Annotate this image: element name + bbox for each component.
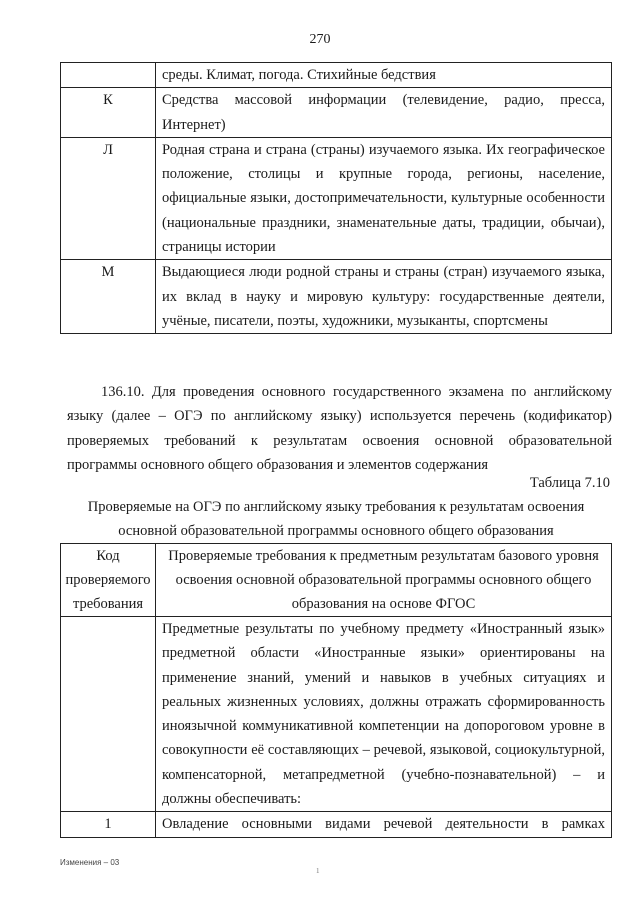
row-code: М — [61, 260, 156, 334]
header-text: Проверяемые требования к предметным результатам базового уровня освоения основной образовательной программы основного общего образования на основе ФГОС — [156, 544, 612, 617]
table-header-row — [61, 544, 612, 617]
row-text: Овладение основными видами речевой деятельности в рамках — [156, 812, 612, 837]
row-code: 1 — [61, 812, 156, 837]
header-code: Код проверяемого требования — [61, 544, 156, 617]
row-code — [61, 617, 156, 812]
table-row — [61, 63, 612, 88]
row-text: Выдающиеся люди родной страны и страны (стран) изучаемого языка, их вклад в науку и мировую культуру: государственные деятели, учёные, писатели, поэты, художники, музыканты, спортсмены — [156, 260, 612, 334]
row-code: Л — [61, 137, 156, 259]
table-row — [61, 137, 612, 259]
row-code: К — [61, 88, 156, 138]
footer-mark: 1 — [316, 867, 320, 875]
footer-revision: Изменения – 03 — [60, 858, 120, 867]
table-row — [61, 260, 612, 334]
body-paragraph: 136.10. Для проведения основного государственного экзамена по английскому языку (далее – ОГЭ по английскому языку) используется перечень (кодификатор) проверяемых требований к результатам освоения основной образовательной программы основного общего образования и элементов содержания — [67, 384, 612, 473]
table-caption: Проверяемые на ОГЭ по английскому языку требования к результатам освоения основной образовательной программы основного общего образования — [87, 499, 585, 540]
page-number: 270 — [309, 32, 331, 47]
row-text: Родная страна и страна (страны) изучаемого языка. Их географическое положение, столицы и крупные города, регионы, население, официальные языки, достопримечательности, культурные особенности (национальные праздники, знаменательные даты, традиции, обычаи), страницы истории — [156, 137, 612, 259]
topics-table — [60, 62, 612, 334]
row-code — [61, 63, 156, 88]
row-text: среды. Климат, погода. Стихийные бедствия — [156, 63, 612, 88]
table-label: Таблица 7.10 — [529, 475, 610, 491]
table-row — [61, 812, 612, 837]
table-row — [61, 88, 612, 138]
table-row — [61, 617, 612, 812]
requirements-table — [60, 543, 612, 838]
row-text: Предметные результаты по учебному предмету «Иностранный язык» предметной области «Иностранные языки» ориентированы на применение знаний, умений и навыков в учебных ситуациях и реальных жизненных условиях, должны отражать сформированность иноязычной коммуникативной компетенции на допороговом уровне в совокупности её составляющих – речевой, языковой, социокультурной, компенсаторной, метапредметной (учебно-познавательной) – и должны обеспечивать: — [156, 617, 612, 812]
row-text: Средства массовой информации (телевидение, радио, пресса, Интернет) — [156, 88, 612, 138]
